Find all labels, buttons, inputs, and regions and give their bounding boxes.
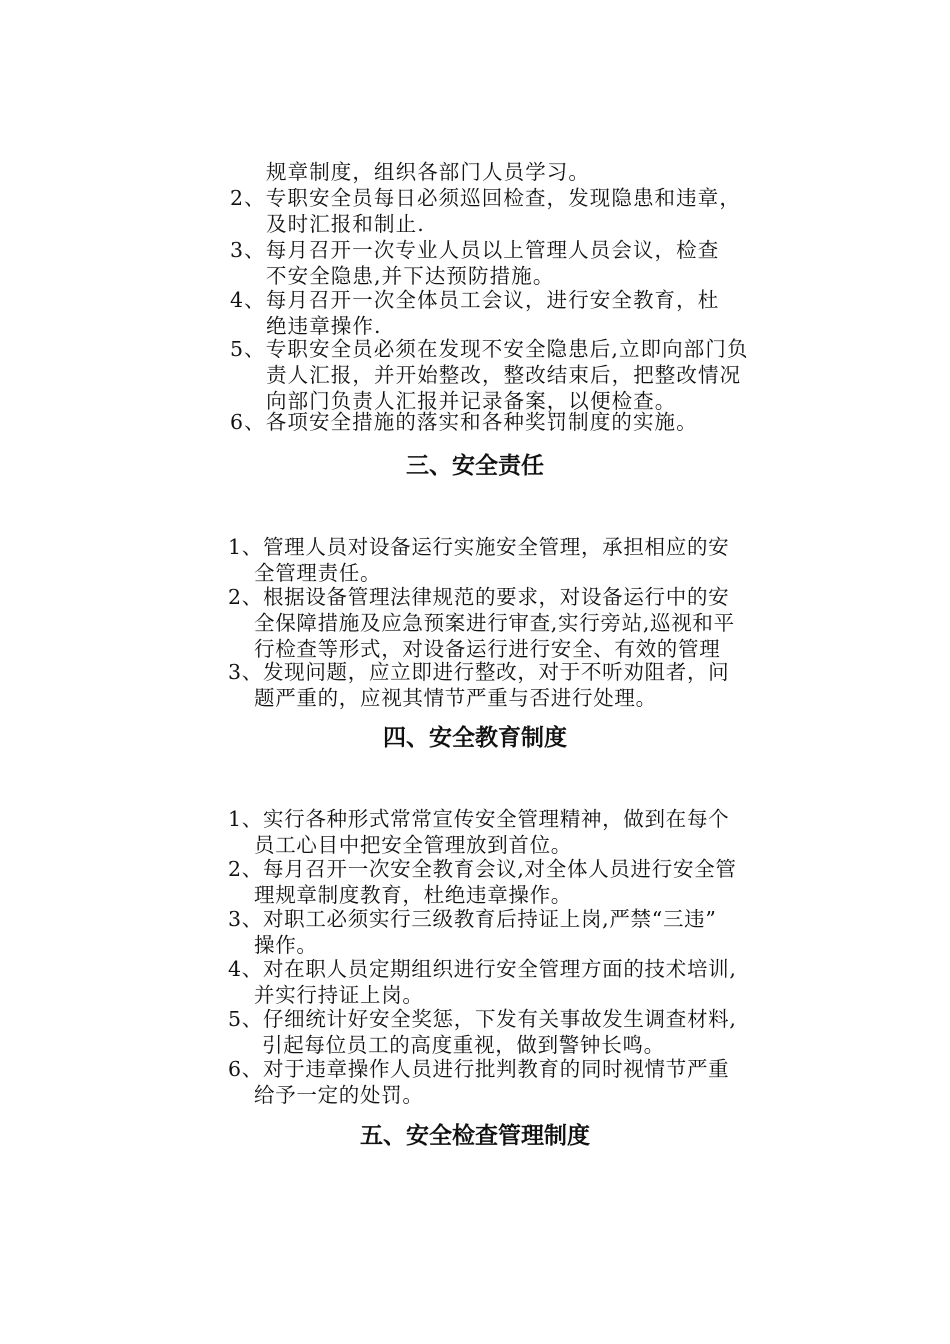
list-item bbox=[228, 806, 729, 858]
section-heading: 五、安全检查管理制度 bbox=[360, 1123, 590, 1149]
paragraph-line: 3、对职工必须实行三级教育后持证上岗,严禁“三违” bbox=[228, 907, 717, 931]
list-item bbox=[230, 409, 698, 435]
paragraph-line: 引起每位员工的高度重视，做到警钟长鸣。 bbox=[262, 1033, 665, 1057]
list-item bbox=[228, 856, 737, 908]
paragraph-line: 不安全隐患,并下达预防措施。 bbox=[266, 264, 555, 288]
list-item bbox=[230, 287, 719, 339]
paragraph-line: 规章制度，组织各部门人员学习。 bbox=[266, 160, 590, 184]
list-item bbox=[228, 1006, 737, 1058]
paragraph-line: 员工心目中把安全管理放到首位。 bbox=[254, 833, 572, 857]
paragraph-line: 6、各项安全措施的落实和各种奖罚制度的实施。 bbox=[230, 410, 698, 434]
list-item bbox=[228, 956, 737, 1008]
list-item bbox=[228, 534, 729, 586]
paragraph-line: 责人汇报，并开始整改，整改结束后，把整改情况 bbox=[266, 363, 742, 387]
paragraph-line: 题严重的，应视其情节严重与否进行处理。 bbox=[254, 686, 657, 710]
paragraph-line: 4、对在职人员定期组织进行安全管理方面的技术培训, bbox=[228, 957, 737, 981]
paragraph-line: 1、管理人员对设备运行实施安全管理，承担相应的安 bbox=[228, 535, 730, 559]
paragraph-line: 操作。 bbox=[254, 933, 318, 957]
list-item bbox=[228, 1056, 729, 1108]
paragraph-line: 理规章制度教育，杜绝违章操作。 bbox=[254, 883, 572, 907]
list-item bbox=[230, 336, 749, 414]
list-item bbox=[230, 185, 741, 237]
paragraph-line: 3、发现问题，应立即进行整改，对于不听劝阻者，问 bbox=[228, 660, 730, 684]
paragraph-line: 并实行持证上岗。 bbox=[254, 983, 424, 1007]
paragraph-line: 1、实行各种形式常常宣传安全管理精神，做到在每个 bbox=[228, 807, 730, 831]
paragraph-line: 绝违章操作. bbox=[266, 314, 382, 338]
list-item bbox=[266, 159, 590, 185]
paragraph-line: 全管理责任。 bbox=[254, 561, 382, 585]
paragraph-line: 6、对于违章操作人员进行批判教育的同时视情节严重 bbox=[228, 1057, 730, 1081]
paragraph-line: 3、每月召开一次专业人员以上管理人员会议，检查 bbox=[230, 238, 720, 262]
list-item bbox=[230, 237, 719, 289]
list-item bbox=[228, 584, 735, 662]
paragraph-line: 5、专职安全员必须在发现不安全隐患后,立即向部门负 bbox=[230, 337, 749, 361]
paragraph-line: 全保障措施及应急预案进行审查,实行旁站,巡视和平 bbox=[254, 611, 735, 635]
paragraph-line: 4、每月召开一次全体员工会议，进行安全教育，杜 bbox=[230, 288, 720, 312]
paragraph-line: 及时汇报和制止. bbox=[266, 212, 425, 236]
list-item bbox=[228, 659, 729, 711]
paragraph-line: 行检查等形式，对设备运行进行安全、有效的管理 bbox=[254, 637, 721, 661]
list-item bbox=[228, 906, 717, 958]
paragraph-line: 2、专职安全员每日必须巡回检查，发现隐患和违章， bbox=[230, 186, 741, 210]
paragraph-line: 5、仔细统计好安全奖惩，下发有关事故发生调查材料, bbox=[228, 1007, 737, 1031]
paragraph-line: 2、每月召开一次安全教育会议,对全体人员进行安全管 bbox=[228, 857, 737, 881]
paragraph-line: 给予一定的处罚。 bbox=[254, 1083, 424, 1107]
paragraph-line: 向部门负责人汇报并记录备案，以便检查。 bbox=[266, 389, 677, 413]
section-heading: 四、安全教育制度 bbox=[383, 725, 567, 751]
section-heading: 三、安全责任 bbox=[406, 453, 544, 479]
paragraph-line: 2、根据设备管理法律规范的要求，对设备运行中的安 bbox=[228, 585, 730, 609]
